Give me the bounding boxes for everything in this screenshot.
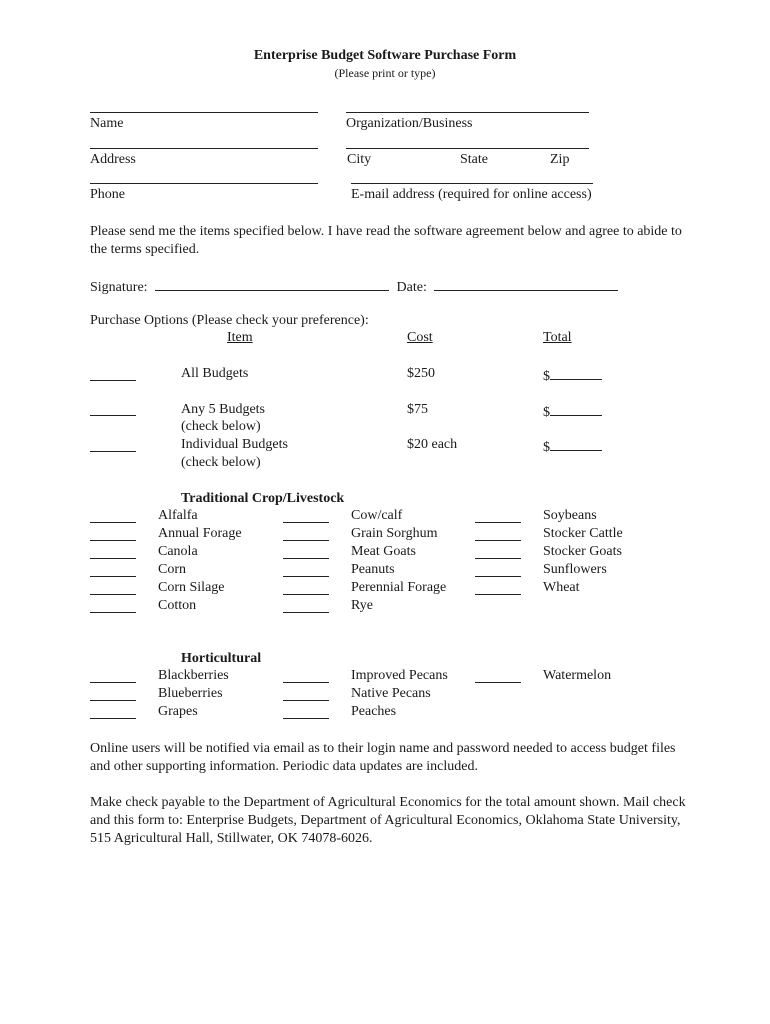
checkbox-line[interactable] [90,576,136,577]
form-subtitle: (Please print or type) [334,66,436,80]
email-field[interactable] [351,183,593,184]
agreement-text: Please send me the items specified below. I have read the software agreement below and agree to abide to the terms specified. [90,224,682,257]
horticultural-heading: Horticultural [181,651,262,666]
checkbox-line[interactable] [90,700,136,701]
budget-item: Perennial Forage [351,580,447,595]
option-item-note: (check below) [181,455,261,470]
signature-field[interactable] [155,277,389,291]
checkbox-line[interactable] [283,576,329,577]
phone-field[interactable] [90,183,318,184]
zip-label: Zip [550,152,570,167]
checkbox-line[interactable] [90,682,136,683]
budget-item: Peaches [351,704,397,719]
checkbox-line[interactable] [90,522,136,523]
option-check-five[interactable] [90,415,136,416]
budget-item: Improved Pecans [351,668,448,683]
option-item-note: (check below) [181,419,261,434]
option-total[interactable]: $ [543,437,602,456]
signature-label: Signature: [90,280,148,295]
budget-item: Native Pecans [351,686,431,701]
checkbox-line[interactable] [283,612,329,613]
signature-row [90,277,618,296]
online-note: Online users will be notified via email as to their login name and password needed to access budget files and other supporting information. Periodic data updates are included. [90,741,676,774]
name-label: Name [90,116,124,131]
budget-item: Sunflowers [543,562,607,577]
checkbox-line[interactable] [283,522,329,523]
budget-item: Blueberries [158,686,223,701]
col-item-header: Item [227,330,253,345]
budget-item: Stocker Cattle [543,526,623,541]
org-field[interactable] [346,112,589,113]
checkbox-line[interactable] [283,594,329,595]
checkbox-line[interactable] [90,718,136,719]
purchase-heading: Purchase Options (Please check your preference): [90,313,369,328]
checkbox-line[interactable] [475,682,521,683]
checkbox-line[interactable] [90,558,136,559]
email-label: E-mail address (required for online access) [351,187,592,202]
checkbox-line[interactable] [90,540,136,541]
date-label: Date: [396,280,427,295]
col-cost-header: Cost [407,330,433,345]
option-item: All Budgets [181,366,249,381]
budget-item: Rye [351,598,373,613]
city-state-zip-field[interactable] [346,148,589,149]
option-cost: $75 [407,402,428,417]
checkbox-line[interactable] [475,522,521,523]
checkbox-line[interactable] [90,594,136,595]
option-cost: $20 each [407,437,458,452]
option-total[interactable]: $ [543,366,602,385]
option-item: Any 5 Budgets [181,402,265,417]
option-cost: $250 [407,366,435,381]
option-check-individual[interactable] [90,451,136,452]
mail-note: Make check payable to the Department of Agricultural Economics for the total amount shown. Mail check and this form to: Enterprise Budgets, Department of Agricultural Economics, Oklahoma State University, 515 Agricultural Hall, Stillwater, OK 74078-6026. [90,795,686,846]
budget-item: Stocker Goats [543,544,622,559]
date-field[interactable] [434,277,618,291]
budget-item: Cow/calf [351,508,403,523]
checkbox-line[interactable] [283,540,329,541]
traditional-heading: Traditional Crop/Livestock [181,491,345,506]
budget-item: Cotton [158,598,197,613]
budget-item: Peanuts [351,562,395,577]
address-field[interactable] [90,148,318,149]
col-total-header: Total [543,330,572,345]
budget-item: Corn [158,562,186,577]
checkbox-line[interactable] [475,594,521,595]
checkbox-line[interactable] [475,558,521,559]
phone-label: Phone [90,187,125,202]
state-label: State [460,152,488,167]
address-label: Address [90,152,136,167]
option-check-all[interactable] [90,380,136,381]
checkbox-line[interactable] [90,612,136,613]
checkbox-line[interactable] [283,718,329,719]
name-field[interactable] [90,112,318,113]
org-label: Organization/Business [346,116,473,131]
budget-item: Watermelon [543,668,612,683]
budget-item: Wheat [543,580,580,595]
budget-item: Annual Forage [158,526,242,541]
budget-item: Grain Sorghum [351,526,438,541]
budget-item: Meat Goats [351,544,416,559]
budget-item: Grapes [158,704,198,719]
checkbox-line[interactable] [475,576,521,577]
city-label: City [347,152,372,167]
option-total[interactable]: $ [543,402,602,421]
checkbox-line[interactable] [283,558,329,559]
budget-item: Corn Silage [158,580,225,595]
budget-item: Blackberries [158,668,229,683]
form-title: Enterprise Budget Software Purchase Form [253,48,517,63]
checkbox-line[interactable] [283,682,329,683]
checkbox-line[interactable] [283,700,329,701]
budget-item: Canola [158,544,198,559]
option-item: Individual Budgets [181,437,288,452]
budget-item: Alfalfa [158,508,198,523]
budget-item: Soybeans [543,508,597,523]
checkbox-line[interactable] [475,540,521,541]
